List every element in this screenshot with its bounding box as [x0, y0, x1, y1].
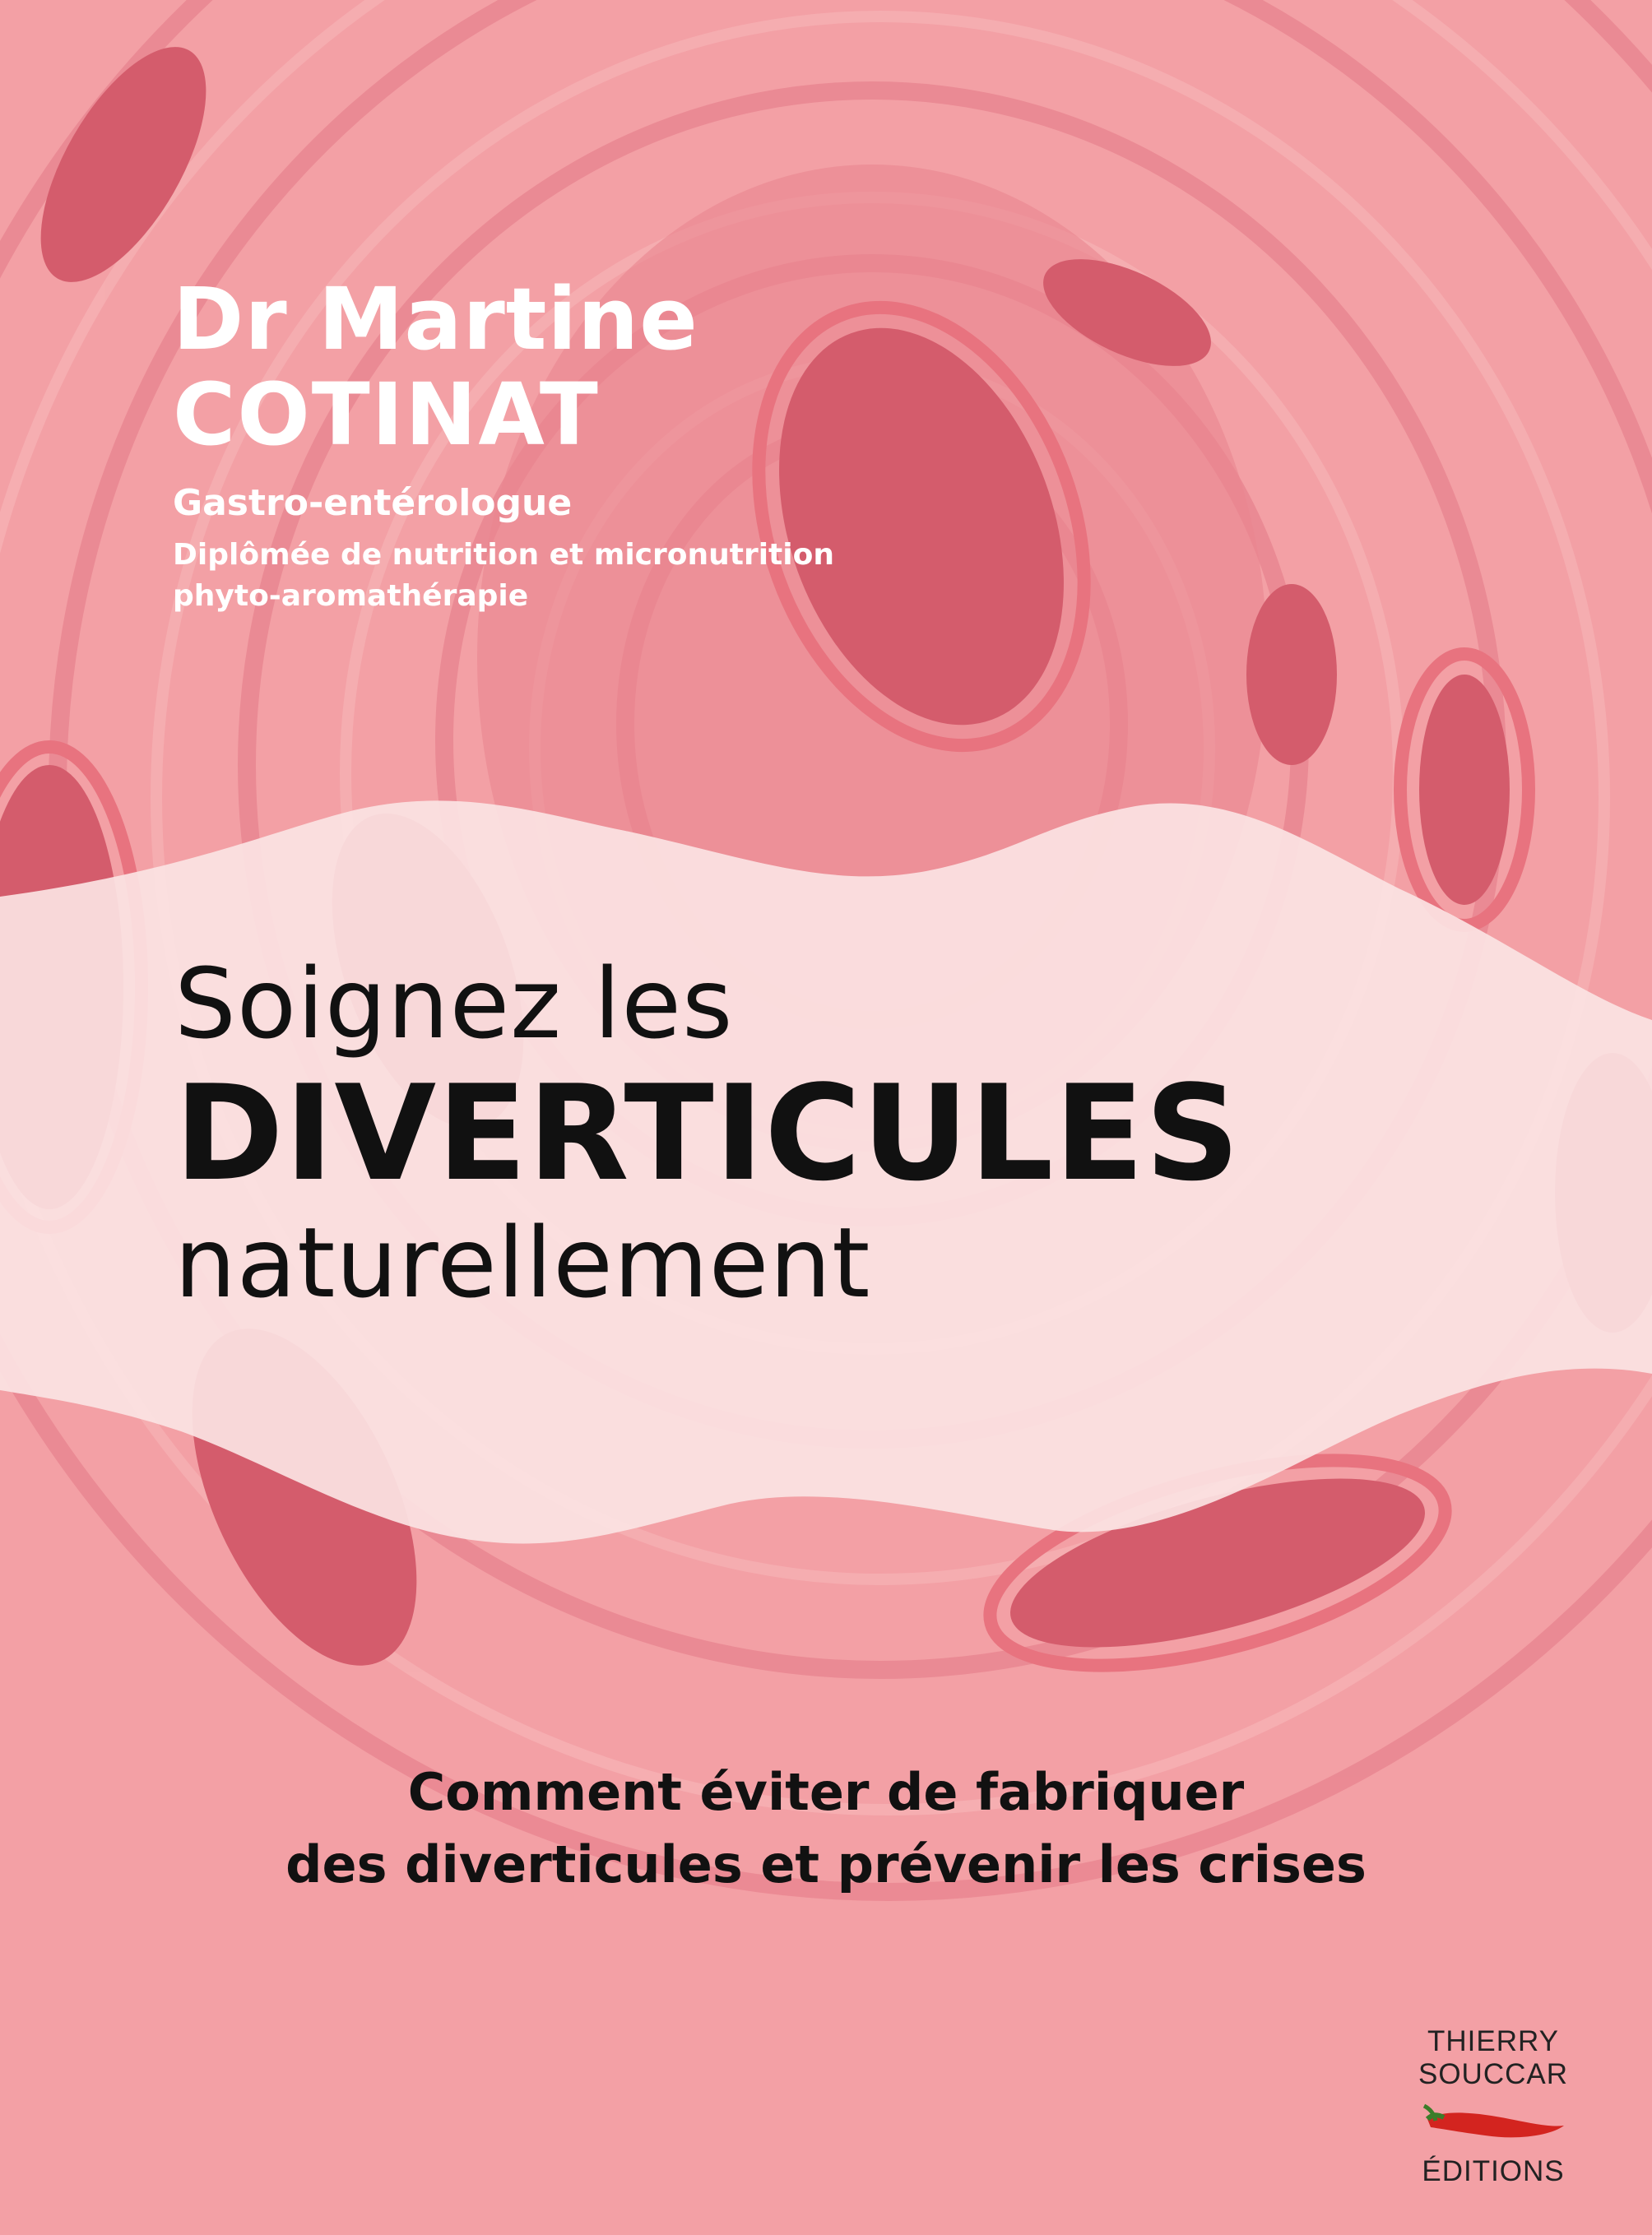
- chili-pepper-icon: [1419, 2094, 1567, 2149]
- subtitle-line-2: des diverticules et prévenir les crises: [285, 1834, 1367, 1894]
- author-credential-1: Diplômée de nutrition et micronutrition: [173, 538, 834, 572]
- author-last-name: COTINAT: [173, 364, 600, 465]
- publisher-line-3: ÉDITIONS: [1422, 2155, 1565, 2187]
- author-credential-2: phyto-aromathérapie: [173, 579, 529, 613]
- publisher-line-1: THIERRY: [1427, 2025, 1559, 2057]
- publisher-line-2: SOUCCAR: [1418, 2058, 1569, 2090]
- book-subtitle: [0, 1756, 1652, 1901]
- title-line-3: naturellement: [174, 1206, 871, 1319]
- title-line-2: DIVERTICULES: [174, 1056, 1241, 1210]
- author-role: Gastro-entérologue: [173, 482, 573, 524]
- author-first-name: Dr Martine: [173, 269, 698, 369]
- book-title: [174, 946, 1241, 1320]
- subtitle-line-1: Comment éviter de fabriquer: [407, 1762, 1245, 1822]
- publisher-logo: [1411, 2025, 1575, 2188]
- title-line-1: Soignez les: [174, 947, 734, 1060]
- author-block: [173, 271, 834, 617]
